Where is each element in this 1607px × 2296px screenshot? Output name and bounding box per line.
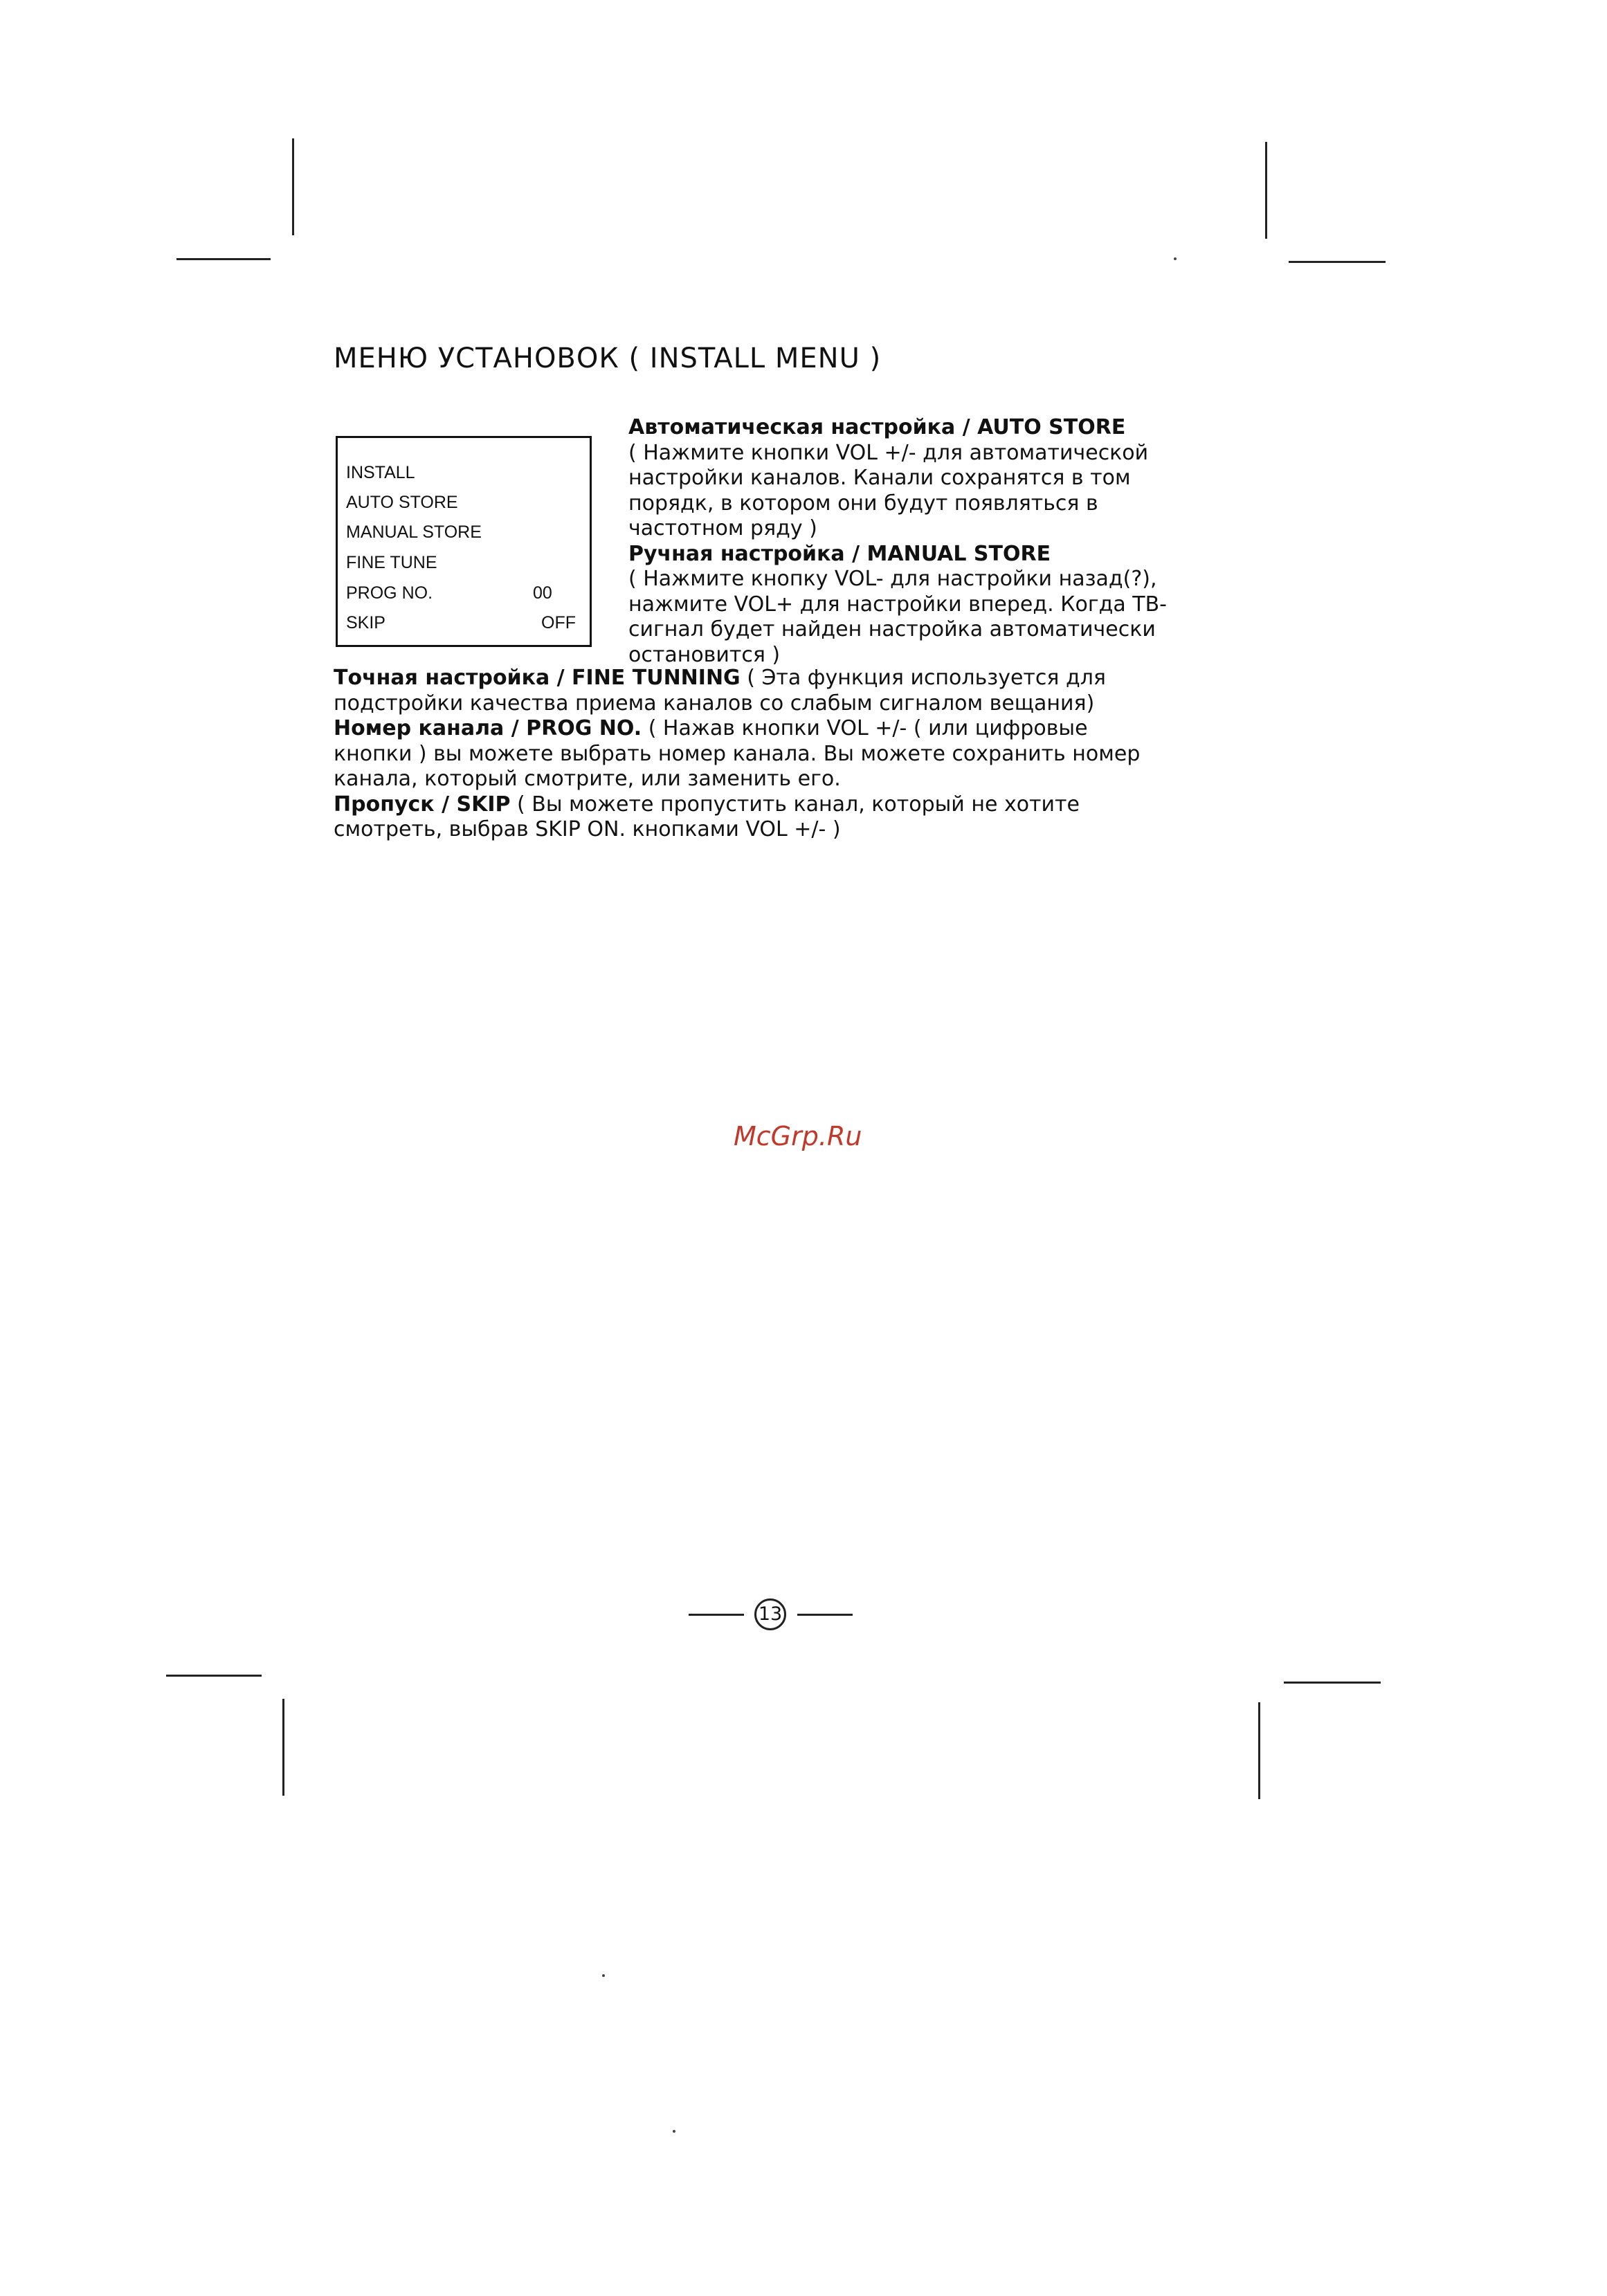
prog-no-section <box>334 716 1192 792</box>
menu-row-value: 00 <box>533 583 552 603</box>
page-number-rule-left <box>689 1614 744 1616</box>
crop-mark-top-right-vertical <box>1265 142 1267 239</box>
fine-tune-section <box>334 666 1192 716</box>
description-right-column <box>628 415 1182 668</box>
crop-mark-top-left-vertical <box>292 138 294 235</box>
menu-row-auto-store <box>346 493 576 516</box>
scan-speck <box>602 1974 605 1977</box>
section-heading: Точная настройка / FINE TUNNING <box>334 666 741 690</box>
page-title: МЕНЮ УСТАНОВОК ( INSTALL MENU ) <box>334 343 882 374</box>
scan-speck <box>673 2130 675 2133</box>
menu-row-value: OFF <box>541 613 576 632</box>
crop-mark-bottom-right-horizontal <box>1284 1682 1381 1684</box>
manual-store-section <box>628 542 1182 668</box>
skip-section <box>334 792 1192 843</box>
crop-mark-top-right-horizontal <box>1289 261 1386 263</box>
page-number-rule-right <box>797 1614 853 1616</box>
crop-mark-top-left-horizontal <box>176 258 271 260</box>
menu-row-label: PROG NO. <box>346 583 433 603</box>
body-line: частотном ряду ) <box>628 516 817 540</box>
body-line: настройки каналов. Канали сохранятся в том <box>628 466 1131 490</box>
crop-mark-bottom-left-horizontal <box>166 1675 262 1677</box>
crop-mark-bottom-right-vertical <box>1258 1702 1260 1799</box>
menu-row-skip <box>346 613 576 637</box>
section-heading: Номер канала / PROG NO. <box>334 716 642 740</box>
menu-row-label: INSTALL <box>346 463 415 482</box>
body-line: порядк, в котором они будут появляться в <box>628 491 1098 516</box>
install-menu-screen <box>336 436 592 647</box>
body-line: кнопки ) вы можете выбрать номер канала. Вы можете сохранить номер <box>334 741 1141 766</box>
body-text: ( Вы можете пропустить канал, который не хотите <box>510 792 1080 817</box>
body-line: канала, который смотрите, или заменить его. <box>334 767 841 791</box>
page-number: 13 <box>754 1598 786 1630</box>
body-line: подстройки качества приема каналов со слабым сигналом вещания) <box>334 691 1095 716</box>
body-line: сигнал будет найден настройка автоматически <box>628 617 1156 641</box>
menu-row-manual-store <box>346 522 576 546</box>
body-line: нажмите VOL+ для настройки вперед. Когда ТВ- <box>628 592 1168 617</box>
section-heading: Ручная настройка / MANUAL STORE <box>628 541 1051 566</box>
menu-row-label: MANUAL STORE <box>346 522 482 542</box>
menu-row-install <box>346 463 576 486</box>
body-line: смотреть, выбрав SKIP ON. кнопками VOL +/- ) <box>334 817 841 841</box>
body-line: ( Нажмите кнопку VOL- для настройки назад(?), <box>628 567 1157 591</box>
section-heading: Пропуск / SKIP <box>334 792 511 817</box>
body-line: ( Нажмите кнопки VOL +/- для автоматической <box>628 440 1149 465</box>
menu-row-label: AUTO STORE <box>346 493 458 512</box>
section-heading: Автоматическая настройка / AUTO STORE <box>628 415 1126 439</box>
menu-row-fine-tune <box>346 553 576 576</box>
description-full-width <box>334 666 1192 843</box>
menu-row-label: FINE TUNE <box>346 553 437 572</box>
watermark: McGrp.Ru <box>734 1121 862 1151</box>
menu-row-label: SKIP <box>346 613 385 632</box>
auto-store-section <box>628 415 1182 542</box>
crop-mark-bottom-left-vertical <box>282 1699 284 1796</box>
body-line: остановится ) <box>628 642 781 667</box>
body-text: ( Нажав кнопки VOL +/- ( или цифровые <box>642 716 1088 740</box>
body-text: ( Эта функция используется для <box>740 666 1106 690</box>
menu-row-prog-no <box>346 583 576 607</box>
scan-speck <box>1174 257 1177 260</box>
